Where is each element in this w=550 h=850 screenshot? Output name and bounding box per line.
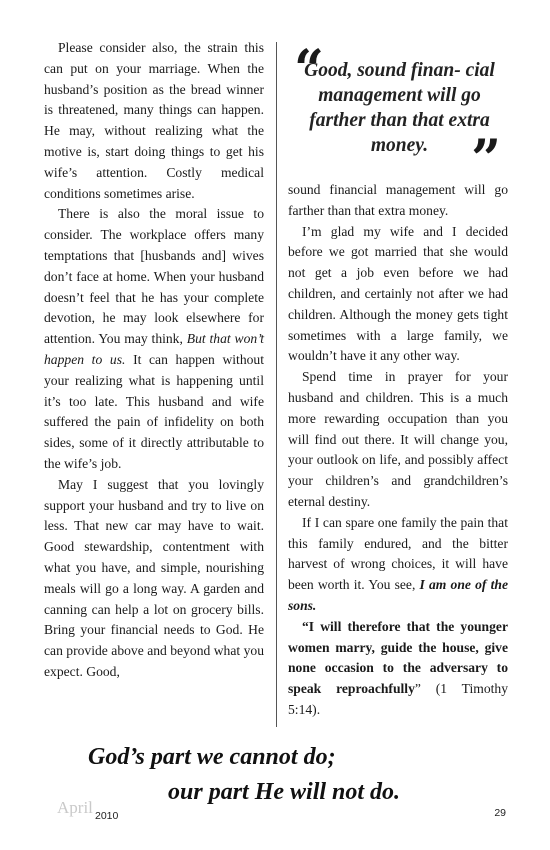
- article-column-right: [288, 180, 508, 721]
- close-quote-icon: ”: [471, 129, 501, 190]
- text-run: May I suggest that you lovingly support your husband and try to live on less. That new car may have to wait. Good stewardship, contentment with what you have, and simple, nourishing meals will go a long way. A garden and canning can help a lot on grocery bills. Bring your financial needs to God. He can provide above and beyond what you expect. Good,: [44, 476, 264, 679]
- paragraph: [288, 367, 508, 513]
- text-run: sound financial management will go farther than that extra money.: [288, 182, 508, 218]
- text-run: If I can spare one family the pain that this family endured, and the bitter harvest of wrong choices, it will have been worth it. You see,: [288, 514, 508, 593]
- paragraph: [44, 204, 264, 474]
- motto-line-1: God’s part we cannot do;: [88, 744, 336, 770]
- open-quote-icon: “: [294, 39, 324, 100]
- text-run: I am one of the sons.: [288, 577, 508, 613]
- pull-quote: [292, 39, 507, 190]
- paragraph: [288, 222, 508, 368]
- article-column-left: [44, 38, 264, 683]
- footer-month: April: [57, 798, 93, 817]
- text-run: But that won’t happen to us.: [44, 331, 264, 367]
- text-run: There is also the moral issue to consider. The workplace offers many temptations that [husbands and] wives don’t face at home. When your husband doesn’t feel that he has your complete devotion, he may look elsewhere for attention. You may think,: [44, 206, 264, 347]
- text-run: ” (1 Timothy 5:14).: [288, 681, 508, 717]
- text-run: It can happen without your realizing what is happening until it’s too late. This husband and wife suffered the pain of infidelity on both sides, some of it directly attributable to the wife’s job.: [44, 351, 265, 471]
- text-run: I’m glad my wife and I decided before we got married that she would not get a job even before we had children, and certainly not after we had children. Although the money gets tight sometimes with a large family, we wouldn’t have it any other way.: [288, 223, 508, 364]
- paragraph: [288, 513, 508, 617]
- text-run: “I will therefore that the younger women marry, guide the house, give none occasion to the adversary to speak reproachfully: [288, 618, 508, 697]
- motto-line-2: our part He will not do.: [168, 779, 401, 805]
- paragraph: [44, 475, 264, 683]
- pull-quote-text: Good, sound finan- cial management will go farther than that extra money.: [304, 60, 495, 156]
- paragraph: [44, 38, 264, 204]
- text-run: Please consider also, the strain this can put on your marriage. When the husband’s position as the bread winner is threatened, many things can happen. He may, without realizing what the motive is, start doing things to get his wife’s attention. Costly medical conditions sometimes arise.: [44, 40, 264, 201]
- footer-year: 2010: [95, 810, 119, 822]
- text-run: Spend time in prayer for your husband and children. This is a much more rewarding occupation than you will find out there. It will change you, your outlook on life, and possibly affect your children’s and grandchildren’s eternal destiny.: [288, 369, 508, 509]
- column-divider: [276, 42, 277, 727]
- paragraph: [288, 180, 508, 222]
- paragraph: [288, 617, 508, 721]
- page-number: 29: [494, 807, 506, 819]
